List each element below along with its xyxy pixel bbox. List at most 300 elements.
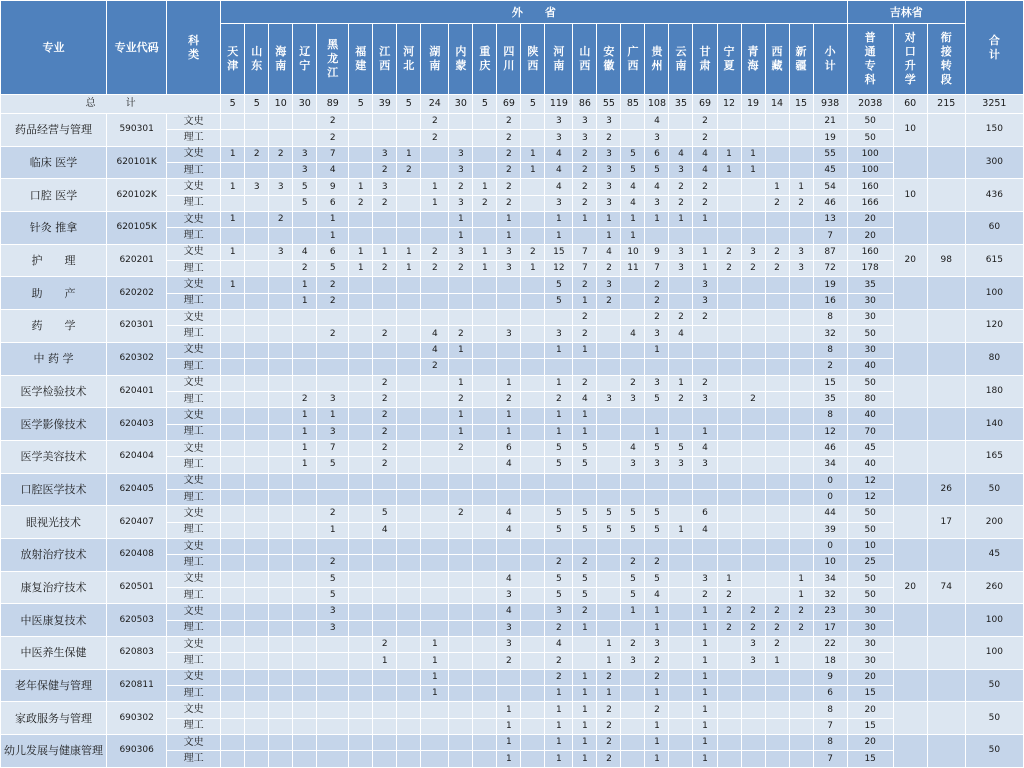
header-province-16: 广西	[621, 24, 645, 95]
province-quota-10	[473, 163, 497, 179]
province-quota-0	[221, 228, 245, 244]
province-quota-17: 2	[645, 555, 669, 571]
jilin-counterpart	[893, 702, 927, 735]
province-quota-11: 2	[497, 163, 521, 179]
subject-type: 文史	[167, 310, 221, 326]
province-quota-4: 5	[317, 261, 349, 277]
table-row	[1, 277, 1024, 293]
header-province-12: 陕西	[521, 24, 545, 95]
province-quota-12	[521, 751, 545, 767]
province-quota-18	[669, 538, 693, 554]
province-quota-3	[293, 212, 317, 228]
province-quota-5	[349, 212, 373, 228]
province-quota-8	[421, 163, 449, 179]
province-quota-12	[521, 293, 545, 309]
province-quota-10	[473, 473, 497, 489]
province-quota-13: 1	[545, 702, 573, 718]
province-quota-8	[421, 555, 449, 571]
province-quota-5	[349, 457, 373, 473]
province-quota-11: 4	[497, 457, 521, 473]
province-quota-15: 3	[597, 146, 621, 162]
province-quota-22	[765, 473, 789, 489]
jilin-regular: 20	[847, 669, 893, 685]
province-quota-11	[497, 489, 521, 505]
province-quota-16: 2	[621, 637, 645, 653]
province-quota-2	[269, 555, 293, 571]
province-quota-22	[765, 146, 789, 162]
jilin-regular: 45	[847, 440, 893, 456]
province-quota-11: 2	[497, 653, 521, 669]
province-quota-16	[621, 277, 645, 293]
province-quota-9	[449, 130, 473, 146]
province-quota-8	[421, 212, 449, 228]
province-quota-8: 1	[421, 686, 449, 702]
province-quota-16	[621, 473, 645, 489]
province-quota-21	[741, 130, 765, 146]
province-quota-14: 5	[573, 457, 597, 473]
row-subtotal: 35	[813, 391, 847, 407]
header-province-13: 河南	[545, 24, 573, 95]
province-quota-3	[293, 555, 317, 571]
province-quota-8	[421, 735, 449, 751]
province-quota-15: 1	[597, 686, 621, 702]
province-quota-6: 5	[373, 506, 397, 522]
province-quota-8: 2	[421, 130, 449, 146]
province-quota-20	[717, 179, 741, 195]
province-quota-5	[349, 391, 373, 407]
province-quota-12	[521, 375, 545, 391]
province-quota-12	[521, 604, 545, 620]
row-subtotal: 8	[813, 342, 847, 358]
province-quota-0: 1	[221, 146, 245, 162]
province-quota-0	[221, 653, 245, 669]
header-jilin-col-1: 对口升学	[893, 24, 927, 95]
subject-type: 文史	[167, 440, 221, 456]
province-quota-23	[789, 457, 813, 473]
province-quota-22	[765, 522, 789, 538]
province-quota-8	[421, 408, 449, 424]
province-quota-20: 2	[717, 261, 741, 277]
province-quota-5: 1	[349, 261, 373, 277]
province-quota-0	[221, 114, 245, 130]
jilin-transition	[927, 179, 965, 212]
province-quota-21	[741, 489, 765, 505]
province-quota-6	[373, 293, 397, 309]
header-province-3: 辽宁	[293, 24, 317, 95]
total-province-8: 24	[421, 95, 449, 114]
province-quota-23	[789, 489, 813, 505]
row-subtotal: 54	[813, 179, 847, 195]
province-quota-20: 2	[717, 620, 741, 636]
province-quota-6	[373, 669, 397, 685]
province-quota-0	[221, 293, 245, 309]
province-quota-20	[717, 277, 741, 293]
province-quota-11	[497, 342, 521, 358]
province-quota-0	[221, 571, 245, 587]
province-quota-22	[765, 686, 789, 702]
province-quota-1	[245, 391, 269, 407]
major-code: 620811	[107, 669, 167, 702]
jilin-transition	[927, 114, 965, 147]
province-quota-4: 2	[317, 277, 349, 293]
major-total: 100	[965, 637, 1023, 670]
province-quota-6: 2	[373, 391, 397, 407]
province-quota-4: 3	[317, 391, 349, 407]
jilin-regular: 50	[847, 130, 893, 146]
province-quota-21: 2	[741, 620, 765, 636]
province-quota-18	[669, 408, 693, 424]
province-quota-12: 1	[521, 163, 545, 179]
jilin-regular: 15	[847, 718, 893, 734]
province-quota-13: 5	[545, 571, 573, 587]
subject-type: 文史	[167, 669, 221, 685]
major-name: 中医康复技术	[1, 604, 107, 637]
subject-type: 理工	[167, 424, 221, 440]
province-quota-15: 3	[597, 391, 621, 407]
major-name: 药品经营与管理	[1, 114, 107, 147]
province-quota-12	[521, 212, 545, 228]
header-province-17: 贵州	[645, 24, 669, 95]
header-major: 专业	[1, 1, 107, 95]
subject-type: 文史	[167, 244, 221, 260]
province-quota-22	[765, 391, 789, 407]
province-quota-18	[669, 604, 693, 620]
province-quota-4: 2	[317, 130, 349, 146]
province-quota-22	[765, 718, 789, 734]
jilin-counterpart	[893, 277, 927, 310]
subject-type: 理工	[167, 718, 221, 734]
province-quota-9: 2	[449, 440, 473, 456]
province-quota-10	[473, 440, 497, 456]
province-quota-2	[269, 293, 293, 309]
province-quota-22	[765, 310, 789, 326]
province-quota-4: 1	[317, 212, 349, 228]
province-quota-5	[349, 587, 373, 603]
province-quota-22	[765, 538, 789, 554]
province-quota-17	[645, 408, 669, 424]
major-code: 620408	[107, 538, 167, 571]
province-quota-6: 2	[373, 424, 397, 440]
province-quota-20	[717, 375, 741, 391]
province-quota-1	[245, 408, 269, 424]
province-quota-19: 1	[693, 244, 717, 260]
province-quota-0	[221, 457, 245, 473]
province-quota-11: 1	[497, 212, 521, 228]
row-subtotal: 39	[813, 522, 847, 538]
jilin-regular: 40	[847, 457, 893, 473]
jilin-regular: 20	[847, 702, 893, 718]
province-quota-1	[245, 751, 269, 767]
province-quota-19: 1	[693, 604, 717, 620]
province-quota-9: 1	[449, 375, 473, 391]
jilin-counterpart	[893, 506, 927, 539]
jilin-counterpart	[893, 310, 927, 343]
jilin-regular: 20	[847, 212, 893, 228]
province-quota-7	[397, 228, 421, 244]
province-quota-11: 2	[497, 179, 521, 195]
province-quota-22	[765, 375, 789, 391]
province-quota-21	[741, 718, 765, 734]
row-subtotal: 8	[813, 408, 847, 424]
province-quota-12	[521, 424, 545, 440]
subject-type: 文史	[167, 735, 221, 751]
province-quota-18	[669, 669, 693, 685]
province-quota-19: 3	[693, 571, 717, 587]
province-quota-19: 4	[693, 522, 717, 538]
province-quota-3: 2	[293, 261, 317, 277]
province-quota-17: 3	[645, 326, 669, 342]
province-quota-0	[221, 424, 245, 440]
province-quota-6	[373, 702, 397, 718]
province-quota-15	[597, 457, 621, 473]
province-quota-4: 2	[317, 114, 349, 130]
subject-type: 文史	[167, 538, 221, 554]
province-quota-21: 3	[741, 244, 765, 260]
province-quota-23: 3	[789, 244, 813, 260]
province-quota-8: 1	[421, 653, 449, 669]
major-name: 口腔 医学	[1, 179, 107, 212]
province-quota-9	[449, 293, 473, 309]
province-quota-14: 2	[573, 310, 597, 326]
province-quota-10	[473, 277, 497, 293]
province-quota-16	[621, 489, 645, 505]
province-quota-11: 3	[497, 261, 521, 277]
province-quota-22	[765, 130, 789, 146]
table-row	[1, 440, 1024, 456]
province-quota-4	[317, 637, 349, 653]
province-quota-19	[693, 408, 717, 424]
province-quota-17	[645, 538, 669, 554]
province-quota-2	[269, 130, 293, 146]
province-quota-19: 2	[693, 114, 717, 130]
major-name: 眼视光技术	[1, 506, 107, 539]
province-quota-14	[573, 489, 597, 505]
province-quota-21: 2	[741, 261, 765, 277]
province-quota-18	[669, 653, 693, 669]
province-quota-19: 1	[693, 686, 717, 702]
province-quota-6	[373, 604, 397, 620]
province-quota-21	[741, 424, 765, 440]
province-quota-5	[349, 555, 373, 571]
province-quota-3	[293, 686, 317, 702]
province-quota-7	[397, 440, 421, 456]
province-quota-6	[373, 473, 397, 489]
province-quota-2	[269, 489, 293, 505]
province-quota-22: 2	[765, 637, 789, 653]
province-quota-17: 2	[645, 310, 669, 326]
row-subtotal: 8	[813, 735, 847, 751]
province-quota-22: 2	[765, 195, 789, 211]
jilin-counterpart	[893, 735, 927, 768]
province-quota-19: 2	[693, 195, 717, 211]
province-quota-4	[317, 375, 349, 391]
province-quota-11: 2	[497, 391, 521, 407]
province-quota-17: 1	[645, 424, 669, 440]
province-quota-4	[317, 473, 349, 489]
province-quota-12	[521, 195, 545, 211]
province-quota-5	[349, 686, 373, 702]
province-quota-8	[421, 293, 449, 309]
province-quota-9	[449, 587, 473, 603]
province-quota-22	[765, 555, 789, 571]
province-quota-11: 3	[497, 587, 521, 603]
province-quota-10	[473, 457, 497, 473]
province-quota-1	[245, 212, 269, 228]
province-quota-6: 4	[373, 522, 397, 538]
province-quota-9: 3	[449, 163, 473, 179]
province-quota-4: 3	[317, 620, 349, 636]
province-quota-14: 1	[573, 293, 597, 309]
province-quota-0	[221, 522, 245, 538]
province-quota-15	[597, 326, 621, 342]
province-quota-15: 1	[597, 637, 621, 653]
province-quota-16: 4	[621, 179, 645, 195]
province-quota-5	[349, 620, 373, 636]
table-row	[1, 146, 1024, 162]
province-quota-23	[789, 424, 813, 440]
province-quota-14: 2	[573, 163, 597, 179]
header-province-10: 重庆	[473, 24, 497, 95]
province-quota-20	[717, 718, 741, 734]
province-quota-5	[349, 538, 373, 554]
province-quota-6: 3	[373, 179, 397, 195]
province-quota-21	[741, 506, 765, 522]
province-quota-17: 1	[645, 342, 669, 358]
province-quota-7	[397, 506, 421, 522]
province-quota-9: 2	[449, 506, 473, 522]
row-subtotal: 17	[813, 620, 847, 636]
province-quota-4: 7	[317, 146, 349, 162]
total-province-5: 5	[349, 95, 373, 114]
province-quota-16	[621, 620, 645, 636]
province-quota-17	[645, 359, 669, 375]
province-quota-16: 4	[621, 326, 645, 342]
jilin-transition: 17	[927, 506, 965, 539]
province-quota-5	[349, 653, 373, 669]
province-quota-4: 6	[317, 195, 349, 211]
province-quota-16: 2	[621, 375, 645, 391]
major-total: 80	[965, 342, 1023, 375]
province-quota-14: 4	[573, 391, 597, 407]
province-quota-19	[693, 538, 717, 554]
province-quota-7	[397, 489, 421, 505]
total-province-12: 5	[521, 95, 545, 114]
row-subtotal: 34	[813, 571, 847, 587]
province-quota-16	[621, 718, 645, 734]
province-quota-14: 2	[573, 277, 597, 293]
province-quota-15: 1	[597, 653, 621, 669]
province-quota-23	[789, 212, 813, 228]
subject-type: 理工	[167, 228, 221, 244]
province-quota-23	[789, 522, 813, 538]
row-subtotal: 10	[813, 555, 847, 571]
province-quota-0	[221, 620, 245, 636]
province-quota-9: 3	[449, 244, 473, 260]
total-province-11: 69	[497, 95, 521, 114]
province-quota-12	[521, 326, 545, 342]
province-quota-21	[741, 195, 765, 211]
province-quota-21	[741, 375, 765, 391]
province-quota-16: 2	[621, 555, 645, 571]
province-quota-4: 1	[317, 522, 349, 538]
major-total: 140	[965, 408, 1023, 441]
province-quota-5	[349, 146, 373, 162]
subject-type: 理工	[167, 293, 221, 309]
province-quota-20	[717, 489, 741, 505]
province-quota-15	[597, 604, 621, 620]
province-quota-0	[221, 637, 245, 653]
province-quota-5	[349, 163, 373, 179]
province-quota-4: 9	[317, 179, 349, 195]
province-quota-10	[473, 228, 497, 244]
province-quota-21	[741, 571, 765, 587]
province-quota-9	[449, 718, 473, 734]
province-quota-20	[717, 212, 741, 228]
province-quota-17: 4	[645, 114, 669, 130]
header-province-15: 安徽	[597, 24, 621, 95]
province-quota-16	[621, 130, 645, 146]
province-quota-19	[693, 489, 717, 505]
province-quota-1	[245, 473, 269, 489]
province-quota-0	[221, 718, 245, 734]
subject-type: 文史	[167, 637, 221, 653]
province-quota-2	[269, 277, 293, 293]
province-quota-14: 1	[573, 620, 597, 636]
province-quota-6	[373, 571, 397, 587]
jilin-regular: 30	[847, 604, 893, 620]
major-name: 中医养生保健	[1, 637, 107, 670]
province-quota-20	[717, 555, 741, 571]
province-quota-13	[545, 310, 573, 326]
row-subtotal: 7	[813, 228, 847, 244]
province-quota-18	[669, 506, 693, 522]
province-quota-0	[221, 440, 245, 456]
province-quota-22: 2	[765, 261, 789, 277]
province-quota-14: 1	[573, 424, 597, 440]
province-quota-15	[597, 359, 621, 375]
province-quota-22	[765, 587, 789, 603]
province-quota-19: 1	[693, 718, 717, 734]
province-quota-18	[669, 620, 693, 636]
province-quota-16	[621, 342, 645, 358]
header-province-22: 西藏	[765, 24, 789, 95]
province-quota-8	[421, 440, 449, 456]
province-quota-17: 1	[645, 212, 669, 228]
province-quota-2	[269, 587, 293, 603]
province-quota-21	[741, 342, 765, 358]
jilin-regular: 25	[847, 555, 893, 571]
province-quota-17	[645, 489, 669, 505]
province-quota-10	[473, 620, 497, 636]
province-quota-8	[421, 457, 449, 473]
province-quota-22	[765, 440, 789, 456]
jilin-counterpart	[893, 604, 927, 637]
jilin-regular: 178	[847, 261, 893, 277]
province-quota-3	[293, 359, 317, 375]
province-quota-1	[245, 571, 269, 587]
subject-type: 文史	[167, 179, 221, 195]
province-quota-12	[521, 522, 545, 538]
province-quota-13: 5	[545, 293, 573, 309]
province-quota-13: 1	[545, 735, 573, 751]
total-province-2: 10	[269, 95, 293, 114]
province-quota-16: 1	[621, 228, 645, 244]
province-quota-6	[373, 686, 397, 702]
province-quota-0	[221, 669, 245, 685]
province-quota-19	[693, 473, 717, 489]
province-quota-21	[741, 555, 765, 571]
province-quota-18: 2	[669, 179, 693, 195]
